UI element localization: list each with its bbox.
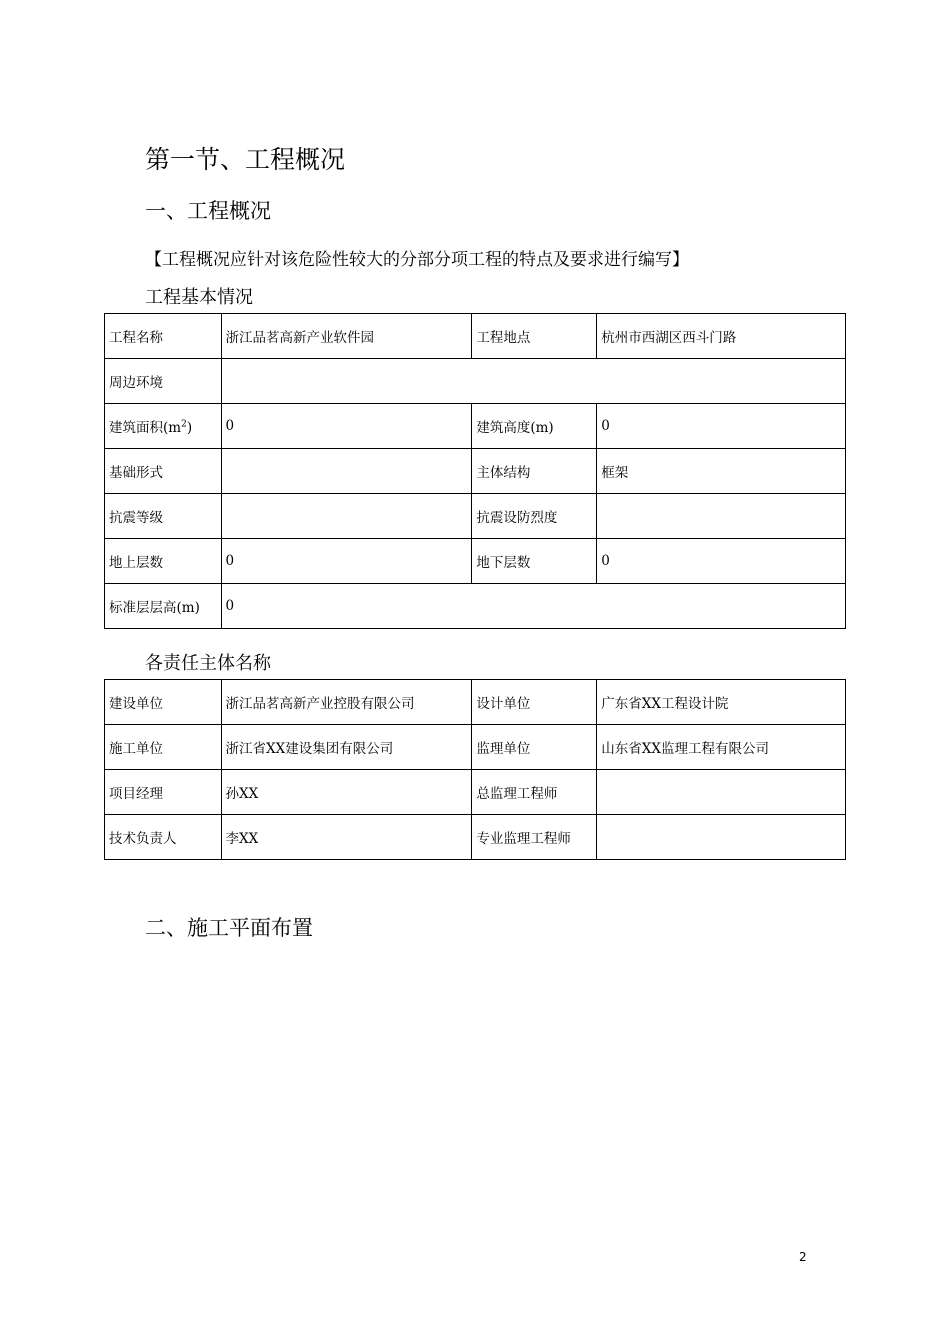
table-row [105,725,846,770]
table-row [105,539,846,584]
above-ground-floors-value: 0 [221,539,472,584]
subsection-heading-site-layout: 二、施工平面布置 [145,916,313,940]
table-row [105,449,846,494]
main-structure-label: 主体结构 [472,449,597,494]
building-area-value: 0 [221,404,472,449]
building-height-label: 建筑高度(m) [472,404,597,449]
table-caption-responsible-parties: 各责任主体名称 [145,653,271,674]
basic-info-table [104,313,846,629]
page-number: 2 [799,1250,807,1264]
seismic-grade-value [221,494,472,539]
below-ground-floors-label: 地下层数 [472,539,597,584]
specialist-supervisor-value [597,815,846,860]
supervisor-label: 监理单位 [472,725,597,770]
project-manager-label: 项目经理 [105,770,222,815]
building-area-unit-exponent: 2 [181,419,187,430]
building-height-value: 0 [597,404,846,449]
project-name-label: 工程名称 [105,314,222,359]
technical-lead-label: 技术负责人 [105,815,222,860]
table-row [105,770,846,815]
chief-supervisor-value [597,770,846,815]
building-area-label-text: 建筑面积(m [109,420,182,436]
instruction-note: 【工程概况应针对该危险性较大的分部分项工程的特点及要求进行编写】 [145,250,689,270]
technical-lead-value: 李XX [221,815,472,860]
location-value: 杭州市西湖区西斗门路 [597,314,846,359]
contractor-label: 施工单位 [105,725,222,770]
owner-value: 浙江品茗高新产业控股有限公司 [221,680,472,725]
seismic-intensity-label: 抗震设防烈度 [472,494,597,539]
below-ground-floors-value: 0 [597,539,846,584]
surroundings-value [221,359,846,404]
building-area-label-close: ) [186,420,193,436]
subsection-heading-overview: 一、工程概况 [145,199,271,223]
table-row [105,404,846,449]
seismic-intensity-value [597,494,846,539]
table-row [105,815,846,860]
designer-value: 广东省XX工程设计院 [597,680,846,725]
owner-label: 建设单位 [105,680,222,725]
building-area-label [105,404,222,449]
foundation-label: 基础形式 [105,449,222,494]
main-structure-value: 框架 [597,449,846,494]
above-ground-floors-label: 地上层数 [105,539,222,584]
standard-floor-height-value: 0 [221,584,846,629]
project-manager-value: 孙XX [221,770,472,815]
contractor-value: 浙江省XX建设集团有限公司 [221,725,472,770]
responsible-parties-table [104,679,846,860]
surroundings-label: 周边环境 [105,359,222,404]
table-row [105,314,846,359]
specialist-supervisor-label: 专业监理工程师 [472,815,597,860]
chief-supervisor-label: 总监理工程师 [472,770,597,815]
standard-floor-height-label: 标准层层高(m) [105,584,222,629]
foundation-value [221,449,472,494]
table-row [105,494,846,539]
designer-label: 设计单位 [472,680,597,725]
table-row [105,680,846,725]
location-label: 工程地点 [472,314,597,359]
supervisor-value: 山东省XX监理工程有限公司 [597,725,846,770]
seismic-grade-label: 抗震等级 [105,494,222,539]
table-caption-basic-info: 工程基本情况 [145,287,253,308]
table-row [105,359,846,404]
project-name-value: 浙江品茗高新产业软件园 [221,314,472,359]
section-title: 第一节、工程概况 [145,145,346,174]
table-row [105,584,846,629]
